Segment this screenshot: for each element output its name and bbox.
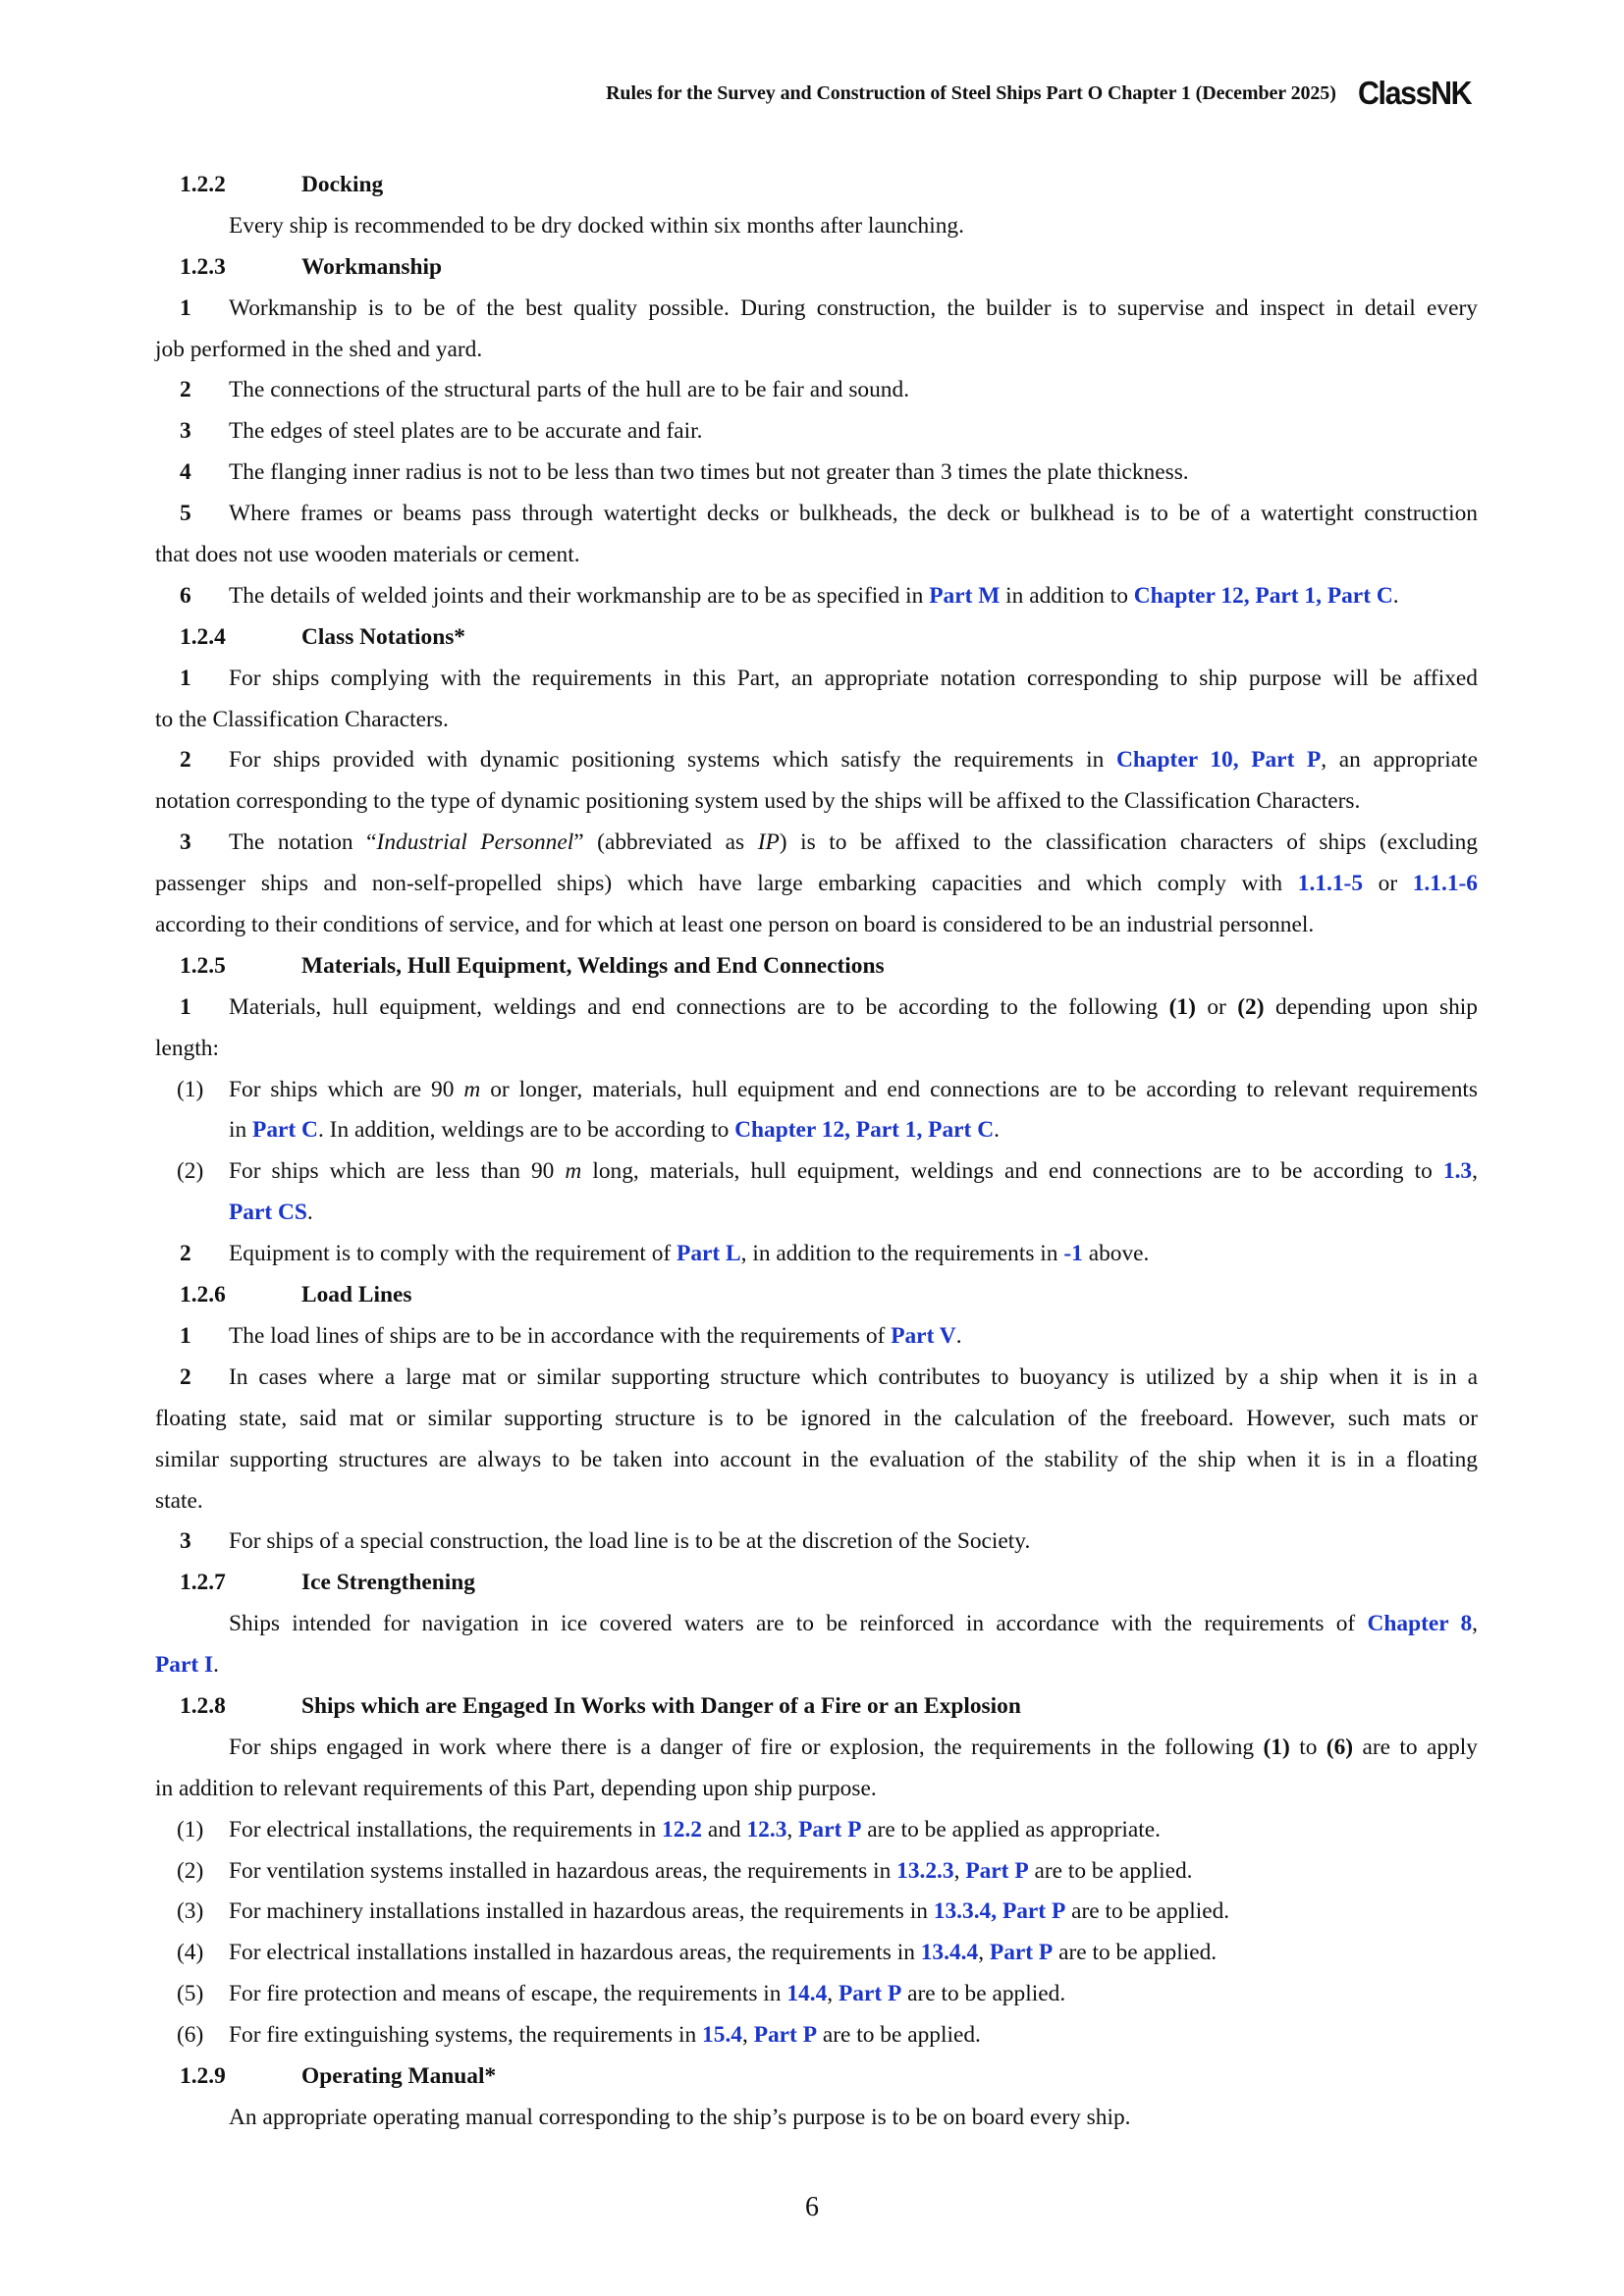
reference-link[interactable]: 13.3.4, Part P [933, 1898, 1066, 1925]
paragraph: For ships engaged in work where there is a danger of fire or explosion, the requirements in the following (1) to (6) are to apply [229, 1734, 1478, 1760]
list-item-continuation: in Part C. In addition, weldings are to be according to Chapter 12, Part 1, Part C. [229, 1117, 1000, 1144]
list-item: (1) For electrical installations, the requirements in 12.2 and 12.3, Part P are to be applied as appropriate. [177, 1816, 1161, 1842]
list-item: (4) For electrical installations installed in hazardous areas, the requirements in 13.4.4, Part P are to be applied. [177, 1940, 1218, 1966]
section-heading-1-2-7: 1.2.7 Ice Strengthening [180, 1570, 475, 1596]
reference-link[interactable]: Part P [965, 1857, 1029, 1884]
reference-link[interactable]: 12.3 [746, 1816, 787, 1842]
numbered-paragraph: 1 For ships complying with the requirements in this Part, an appropriate notation corresponding to ship purpose will be affixed [180, 665, 1478, 691]
numbered-paragraph: 6 The details of welded joints and their workmanship are to be as specified in Part M in addition to Chapter 12, Part 1, Part C. [180, 582, 1399, 609]
page-number: 6 [805, 2192, 819, 2222]
paragraph-continuation: Part I. [155, 1652, 219, 1679]
numbered-paragraph: 3 The edges of steel plates are to be accurate and fair. [180, 418, 703, 445]
reference-link[interactable]: -1 [1063, 1241, 1083, 1267]
reference-link[interactable]: Part M [929, 582, 1001, 609]
numbered-paragraph: 3 The notation “Industrial Personnel” (abbreviated as IP) is to be affixed to the classification characters of ships (excluding [180, 829, 1479, 856]
section-heading-1-2-9: 1.2.9 Operating Manual* [180, 2062, 497, 2089]
section-heading-1-2-5: 1.2.5 Materials, Hull Equipment, Weldings and End Connections [180, 952, 885, 979]
section-heading-1-2-3: 1.2.3 Workmanship [180, 253, 442, 280]
list-item: (2) For ventilation systems installed in hazardous areas, the requirements in 13.2.3, Part P are to be applied. [177, 1857, 1193, 1884]
reference-link[interactable]: Part I [155, 1652, 214, 1679]
reference-link[interactable]: 1.3 [1442, 1158, 1473, 1185]
numbered-paragraph: 1 The load lines of ships are to be in accordance with the requirements of Part V. [180, 1322, 962, 1349]
list-item: (6) For fire extinguishing systems, the requirements in 15.4, Part P are to be applied. [177, 2022, 981, 2049]
reference-link[interactable]: 14.4 [786, 1981, 828, 2007]
section-heading-1-2-8: 1.2.8 Ships which are Engaged In Works with Danger of a Fire or an Explosion [180, 1692, 1021, 1719]
numbered-paragraph: 2 For ships provided with dynamic positioning systems which satisfy the requirements in Chapter 10, Part P, an appropriate [180, 747, 1478, 774]
paragraph-continuation: similar supporting structures are always to be taken into account in the evaluation of the stability of the ship when it is in a floating [155, 1446, 1478, 1472]
list-item: (2) For ships which are less than 90 m long, materials, hull equipment, weldings and end connections are to be according to 1.3, [177, 1158, 1478, 1185]
section-heading-1-2-4: 1.2.4 Class Notations* [180, 623, 466, 650]
reference-link[interactable]: Chapter 12, Part 1, Part C [734, 1117, 995, 1144]
reference-link[interactable]: Part P [798, 1816, 862, 1842]
paragraph-continuation: job performed in the shed and yard. [155, 336, 483, 362]
paragraph-continuation: passenger ships and non-self-propelled ships) which have large embarking capacities and which comply with 1.1.1-5 or 1.1.1-6 [155, 871, 1479, 897]
list-item: (5) For fire protection and means of escape, the requirements in 14.4, Part P are to be applied. [177, 1981, 1066, 2007]
list-item: (3) For machinery installations installed in hazardous areas, the requirements in 13.3.4, Part P are to be applied. [177, 1898, 1230, 1925]
reference-link[interactable]: Chapter 8 [1367, 1611, 1473, 1637]
classnk-logo: ClassNK [1357, 75, 1471, 111]
reference-link[interactable]: Part P [753, 2022, 817, 2049]
header-title: Rules for the Survey and Construction of Steel Ships Part O Chapter 1 (December 2025) [606, 81, 1336, 104]
reference-link[interactable]: Part V [891, 1322, 956, 1349]
reference-link[interactable]: 13.2.3 [896, 1857, 954, 1884]
list-item-continuation: Part CS. [229, 1200, 313, 1226]
reference-link[interactable]: Chapter 12, Part 1, Part C [1133, 582, 1393, 609]
numbered-paragraph: 4 The flanging inner radius is not to be less than two times but not greater than 3 times the plate thickness. [180, 459, 1189, 486]
reference-link[interactable]: 13.4.4 [920, 1940, 979, 1966]
reference-link[interactable]: 1.1.1-5 [1297, 871, 1364, 897]
section-heading-1-2-2: 1.2.2 Docking [180, 172, 384, 197]
numbered-paragraph: 3 For ships of a special construction, the load line is to be at the discretion of the Society. [180, 1528, 1031, 1555]
document-body [155, 165, 1478, 2139]
paragraph-continuation: length: [155, 1035, 219, 1061]
numbered-paragraph: 5 Where frames or beams pass through watertight decks or bulkheads, the deck or bulkhead is to be of a watertight construction [180, 501, 1478, 527]
reference-link[interactable]: Part C [252, 1117, 318, 1144]
section-heading-1-2-6: 1.2.6 Load Lines [180, 1282, 412, 1308]
numbered-paragraph: 2 In cases where a large mat or similar supporting structure which contributes to buoyancy is utilized by a ship when it is in a [180, 1363, 1478, 1390]
paragraph-continuation: floating state, said mat or similar supporting structure is to be ignored in the calculation of the freeboard. However, such mats or [155, 1405, 1478, 1431]
reference-link[interactable]: Part L [677, 1241, 741, 1267]
paragraph-continuation: notation corresponding to the type of dynamic positioning system used by the ships will be affixed to the Classification Characters. [155, 788, 1361, 815]
reference-link[interactable]: Part P [838, 1981, 902, 2007]
list-item: (1) For ships which are 90 m or longer, materials, hull equipment and end connections are to be according to relevant requirements [177, 1076, 1479, 1102]
reference-link[interactable]: Part CS [229, 1200, 307, 1226]
numbered-paragraph: 2 The connections of the structural parts of the hull are to be fair and sound. [180, 377, 910, 403]
paragraph: Ships intended for navigation in ice covered waters are to be reinforced in accordance with the requirements of Chapter 8, [229, 1611, 1479, 1637]
numbered-paragraph: 1 Workmanship is to be of the best quality possible. During construction, the builder is to supervise and inspect in detail every [180, 294, 1478, 321]
paragraph: Every ship is recommended to be dry docked within six months after launching. [229, 212, 964, 239]
paragraph-continuation: state. [155, 1487, 203, 1514]
paragraph-continuation: to the Classification Characters. [155, 706, 449, 732]
paragraph-continuation: in addition to relevant requirements of this Part, depending upon ship purpose. [155, 1775, 877, 1801]
paragraph: An appropriate operating manual corresponding to the ship’s purpose is to be on board every ship. [229, 2104, 1131, 2130]
numbered-paragraph: 1 Materials, hull equipment, weldings and end connections are to be according to the following (1) or (2) depending upon ship [180, 993, 1478, 1020]
numbered-paragraph: 2 Equipment is to comply with the requirement of Part L, in addition to the requirements in -1 above. [180, 1241, 1150, 1267]
reference-link[interactable]: 15.4 [702, 2022, 742, 2049]
reference-link[interactable]: Chapter 10, Part P [1115, 747, 1322, 774]
reference-link[interactable]: 1.1.1-6 [1412, 871, 1479, 897]
paragraph-continuation: according to their conditions of service, and for which at least one person on board is considered to be an industrial personnel. [155, 912, 1315, 938]
page-header [606, 75, 1481, 112]
reference-link[interactable]: 12.2 [662, 1816, 702, 1842]
paragraph-continuation: that does not use wooden materials or cement. [155, 542, 580, 568]
reference-link[interactable]: Part P [989, 1940, 1054, 1966]
